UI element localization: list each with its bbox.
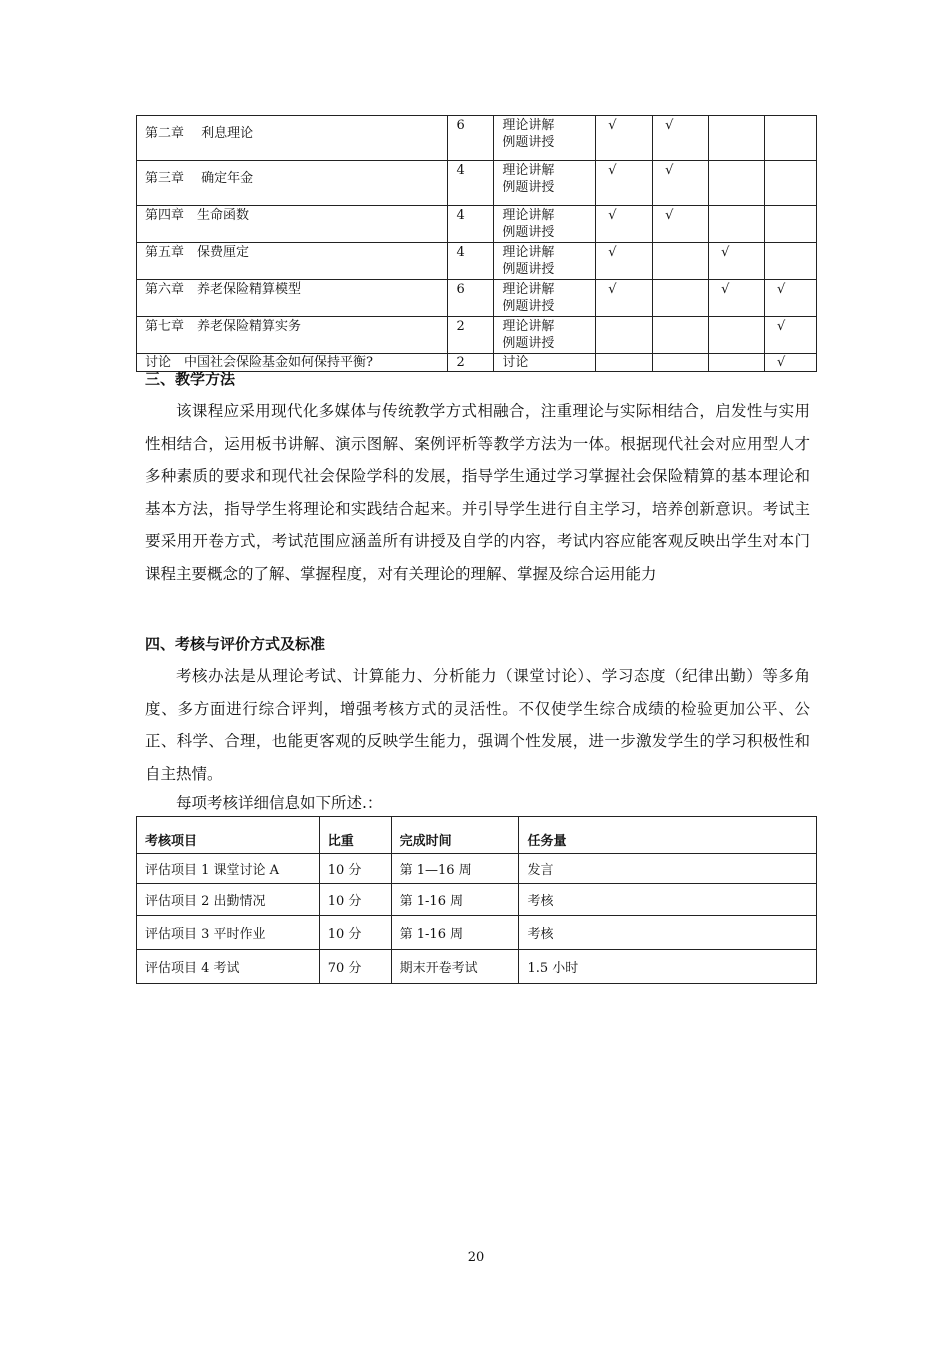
check-cell: √ — [653, 116, 709, 161]
method-cell: 讨论 — [494, 354, 596, 372]
method-cell: 理论讲解 例题讲授 — [494, 206, 596, 243]
hours-cell: 4 — [448, 161, 494, 206]
hours-cell: 4 — [448, 243, 494, 280]
method-cell: 理论讲解 例题讲授 — [494, 243, 596, 280]
chapter-cell: 第六章 养老保险精算模型 — [137, 280, 448, 317]
check-cell — [765, 206, 817, 243]
check-cell — [653, 243, 709, 280]
method-cell: 理论讲解 例题讲授 — [494, 161, 596, 206]
chapter-cell: 第四章 生命函数 — [137, 206, 448, 243]
check-cell — [653, 354, 709, 372]
check-cell — [596, 354, 653, 372]
table-cell: 1.5 小时 — [519, 950, 817, 984]
check-cell — [653, 317, 709, 354]
method-cell: 理论讲解 例题讲授 — [494, 317, 596, 354]
assessment-paragraph: 考核办法是从理论考试、计算能力、分析能力（课堂讨论）、学习态度（纪律出勤）等多角度、多方面进行综合评判，增强考核方式的灵活性。不仅使学生综合成绩的检验更加公平、公正、科学、合理，也能更客观的反映学生能力，强调个性发展，进一步激发学生的学习积极性和自主热情。 — [145, 667, 810, 783]
chapter-cell: 第三章 确定年金 — [137, 161, 448, 206]
check-cell — [765, 243, 817, 280]
table-cell: 考核 — [519, 884, 817, 916]
check-cell: √ — [653, 161, 709, 206]
check-cell: √ — [596, 206, 653, 243]
chapter-cell: 讨论 中国社会保险基金如何保持平衡? — [137, 354, 448, 372]
table-row — [137, 243, 817, 280]
hours-cell: 6 — [448, 116, 494, 161]
assessment-intro: 每项考核详细信息如下所述.： — [176, 794, 383, 812]
table-cell: 考核 — [519, 916, 817, 950]
check-cell: √ — [596, 116, 653, 161]
table-row — [137, 161, 817, 206]
check-cell: √ — [596, 280, 653, 317]
check-cell — [765, 116, 817, 161]
check-cell — [596, 317, 653, 354]
assessment-table — [136, 816, 817, 984]
table-row — [137, 854, 817, 884]
table-row — [137, 950, 817, 984]
check-cell — [709, 354, 765, 372]
table-cell: 10 分 — [319, 884, 391, 916]
table-header-row — [137, 817, 817, 854]
hours-cell: 2 — [448, 354, 494, 372]
table-cell: 70 分 — [319, 950, 391, 984]
table-cell: 评估项目 2 出勤情况 — [137, 884, 320, 916]
check-cell: √ — [709, 243, 765, 280]
chapter-cell: 第二章 利息理论 — [137, 116, 448, 161]
column-header: 考核项目 — [137, 817, 320, 854]
check-cell: √ — [765, 354, 817, 372]
course-schedule-table — [136, 115, 817, 372]
column-header: 比重 — [319, 817, 391, 854]
check-cell — [709, 116, 765, 161]
check-cell — [765, 161, 817, 206]
table-cell: 期末开卷考试 — [391, 950, 519, 984]
teaching-methods-paragraph: 该课程应采用现代化多媒体与传统教学方式相融合，注重理论与实际相结合，启发性与实用性相结合，运用板书讲解、演示图解、案例评析等教学方法为一体。根据现代社会对应用型人才多种素质的要求和现代社会保险学科的发展，指导学生通过学习掌握社会保险精算的基本理论和基本方法，指导学生将理论和实践结合起来。并引导学生进行自主学习，培养创新意识。考试主要采用开卷方式，考试范围应涵盖所有讲授及自学的内容，考试内容应能客观反映出学生对本门课程主要概念的了解、掌握程度，对有关理论的理解、掌握及综合运用能力 — [145, 402, 810, 583]
check-cell: √ — [709, 280, 765, 317]
table-cell: 评估项目 4 考试 — [137, 950, 320, 984]
table-row — [137, 116, 817, 161]
column-header: 完成时间 — [391, 817, 519, 854]
column-header: 任务量 — [519, 817, 817, 854]
method-cell: 理论讲解 例题讲授 — [494, 280, 596, 317]
table-row — [137, 916, 817, 950]
check-cell — [709, 161, 765, 206]
hours-cell: 2 — [448, 317, 494, 354]
check-cell — [653, 280, 709, 317]
check-cell: √ — [653, 206, 709, 243]
table-row — [137, 317, 817, 354]
table-cell: 10 分 — [319, 854, 391, 884]
table-row — [137, 354, 817, 372]
table-row — [137, 884, 817, 916]
check-cell — [709, 206, 765, 243]
table-cell: 10 分 — [319, 916, 391, 950]
method-cell: 理论讲解 例题讲授 — [494, 116, 596, 161]
table-row — [137, 280, 817, 317]
check-cell: √ — [765, 280, 817, 317]
table-cell: 评估项目 1 课堂讨论 A — [137, 854, 320, 884]
chapter-cell: 第五章 保费厘定 — [137, 243, 448, 280]
section-heading-teaching-methods: 三、教学方法 — [145, 370, 236, 388]
table-row — [137, 206, 817, 243]
hours-cell: 4 — [448, 206, 494, 243]
check-cell: √ — [596, 243, 653, 280]
table-cell: 第 1—16 周 — [391, 854, 519, 884]
section-heading-assessment: 四、考核与评价方式及标准 — [145, 635, 326, 653]
chapter-cell: 第七章 养老保险精算实务 — [137, 317, 448, 354]
table-cell: 发言 — [519, 854, 817, 884]
check-cell: √ — [596, 161, 653, 206]
table-cell: 第 1-16 周 — [391, 916, 519, 950]
check-cell: √ — [765, 317, 817, 354]
table-cell: 评估项目 3 平时作业 — [137, 916, 320, 950]
table-cell: 第 1-16 周 — [391, 884, 519, 916]
check-cell — [709, 317, 765, 354]
hours-cell: 6 — [448, 280, 494, 317]
page-number: 20 — [467, 1250, 485, 1265]
